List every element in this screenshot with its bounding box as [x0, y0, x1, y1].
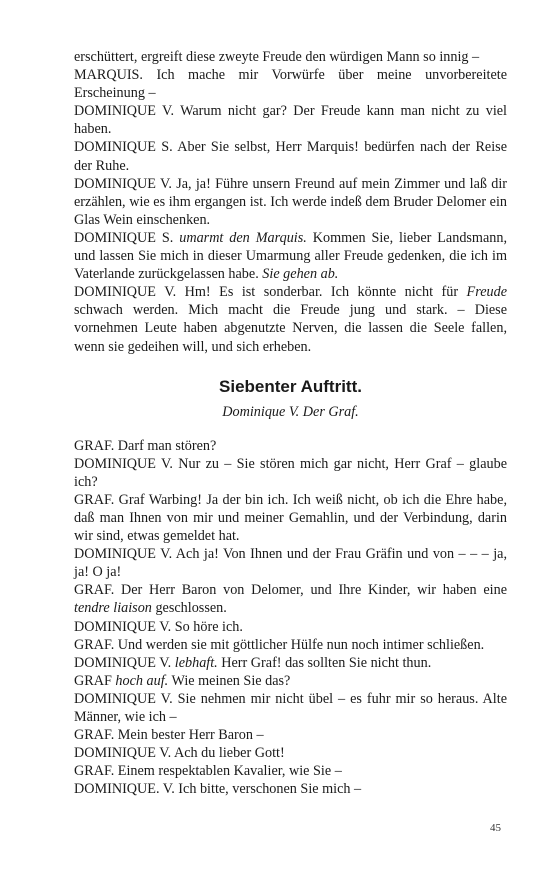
- paragraph-text: GRAF. Darf man stören?: [74, 437, 217, 454]
- dialogue-block-2: [74, 437, 507, 799]
- stage-direction-text: Sie gehen ab.: [262, 266, 339, 283]
- dialogue-paragraph: [74, 672, 507, 690]
- page-body: [74, 48, 507, 798]
- dialogue-paragraph: [74, 545, 507, 581]
- paragraph-text: DOMINIQUE V. So höre ich.: [74, 618, 243, 635]
- paragraph-text: DOMINIQUE V. Warum nicht gar? Der Freude kann man nicht zu viel haben.: [74, 103, 507, 138]
- stage-direction-text: hoch auf.: [115, 672, 169, 689]
- dialogue-paragraph: [74, 102, 507, 138]
- page-number: 45: [490, 822, 501, 834]
- dialogue-paragraph: [74, 618, 507, 636]
- dialogue-block-1: [74, 48, 507, 356]
- dialogue-paragraph: [74, 654, 507, 672]
- stage-direction-text: umarmt den Marquis.: [179, 229, 307, 246]
- paragraph-text: DOMINIQUE V. Nur zu – Sie stören mich gar nicht, Herr Graf – glaube ich?: [74, 455, 507, 490]
- dialogue-paragraph: [74, 636, 507, 654]
- paragraph-text: MARQUIS. Ich mache mir Vorwürfe über meine unvorbereitete Erscheinung –: [74, 67, 507, 102]
- dialogue-paragraph: [74, 581, 507, 617]
- dialogue-paragraph: [74, 744, 507, 762]
- dialogue-paragraph: [74, 726, 507, 744]
- paragraph-text: DOMINIQUE S. Aber Sie selbst, Herr Marquis! bedürfen nach der Reise der Ruhe.: [74, 139, 507, 174]
- paragraph-text: GRAF. Der Herr Baron von Delomer, und Ihre Kinder, wir haben eine: [74, 582, 507, 599]
- paragraph-text: DOMINIQUE V. Sie nehmen mir nicht übel – es fuhr mir so heraus. Alte Männer, wie ich –: [74, 690, 507, 725]
- dialogue-paragraph: [74, 762, 507, 780]
- stage-direction-text: lebhaft.: [174, 654, 218, 671]
- dialogue-paragraph: [74, 491, 507, 545]
- paragraph-text: Herr Graf! das sollten Sie nicht thun.: [217, 654, 432, 671]
- stage-direction-text: Freude: [466, 284, 507, 301]
- paragraph-text: GRAF. Einem respektablen Kavalier, wie Sie –: [74, 763, 342, 780]
- paragraph-text: GRAF. Und werden sie mit göttlicher Hülfe nun noch intimer schließen.: [74, 636, 485, 653]
- dialogue-paragraph: [74, 690, 507, 726]
- paragraph-text: GRAF: [74, 672, 116, 689]
- scene-title: Siebenter Auftritt.: [219, 376, 362, 396]
- dialogue-paragraph: [74, 66, 507, 102]
- paragraph-text: geschlossen.: [151, 600, 227, 617]
- paragraph-text: GRAF. Mein bester Herr Baron –: [74, 727, 264, 744]
- paragraph-text: erschüttert, ergreift diese zweyte Freude den würdigen Mann so innig –: [74, 49, 480, 65]
- paragraph-text: Kommen Sie, lieber Landsmann, und lassen Sie mich in dieser Umarmung aller Freude gedenken, die ich im Vaterlande zurückgelassen habe.: [74, 229, 507, 283]
- paragraph-text: DOMINIQUE V. Ach ja! Von Ihnen und der Frau Gräfin und von – – – ja, ja! O ja!: [74, 546, 507, 581]
- paragraph-text: GRAF. Graf Warbing! Ja der bin ich. Ich weiß nicht, ob ich die Ehre habe, daß man Ihnen von mir und meiner Gemahlin, und der Verbindung, darin wir sind, etwas gemeldet hat.: [74, 491, 507, 545]
- dialogue-paragraph: [74, 48, 507, 66]
- dialogue-paragraph: [74, 175, 507, 229]
- paragraph-text: DOMINIQUE S.: [74, 229, 180, 246]
- scene-characters: Dominique V. Der Graf.: [222, 403, 359, 420]
- paragraph-text: DOMINIQUE V. Ach du lieber Gott!: [74, 745, 285, 762]
- paragraph-text: DOMINIQUE. V. Ich bitte, verschonen Sie mich –: [74, 781, 362, 798]
- dialogue-paragraph: [74, 455, 507, 491]
- dialogue-paragraph: [74, 780, 507, 798]
- paragraph-text: Wie meinen Sie das?: [168, 672, 291, 689]
- dialogue-paragraph: [74, 229, 507, 283]
- paragraph-text: schwach werden. Mich macht die Freude jung und stark. – Diese vornehmen Leute haben abgenutzte Nerven, die lassen die Seele fallen, wenn sie gedeihen will, und sich erheben.: [74, 302, 507, 355]
- paragraph-text: DOMINIQUE V. Hm! Es ist sonderbar. Ich könnte nicht für: [74, 284, 467, 301]
- dialogue-paragraph: [74, 283, 507, 355]
- stage-direction-text: tendre liaison: [74, 600, 152, 617]
- paragraph-text: DOMINIQUE V.: [74, 654, 175, 671]
- paragraph-text: DOMINIQUE V. Ja, ja! Führe unsern Freund auf mein Zimmer und laß dir erzählen, wie es ihm ergangen ist. Ich werde indeß dem Bruder Delomer ein Glas Wein einschenken.: [74, 175, 507, 228]
- dialogue-paragraph: [74, 138, 507, 174]
- dialogue-paragraph: [74, 437, 507, 455]
